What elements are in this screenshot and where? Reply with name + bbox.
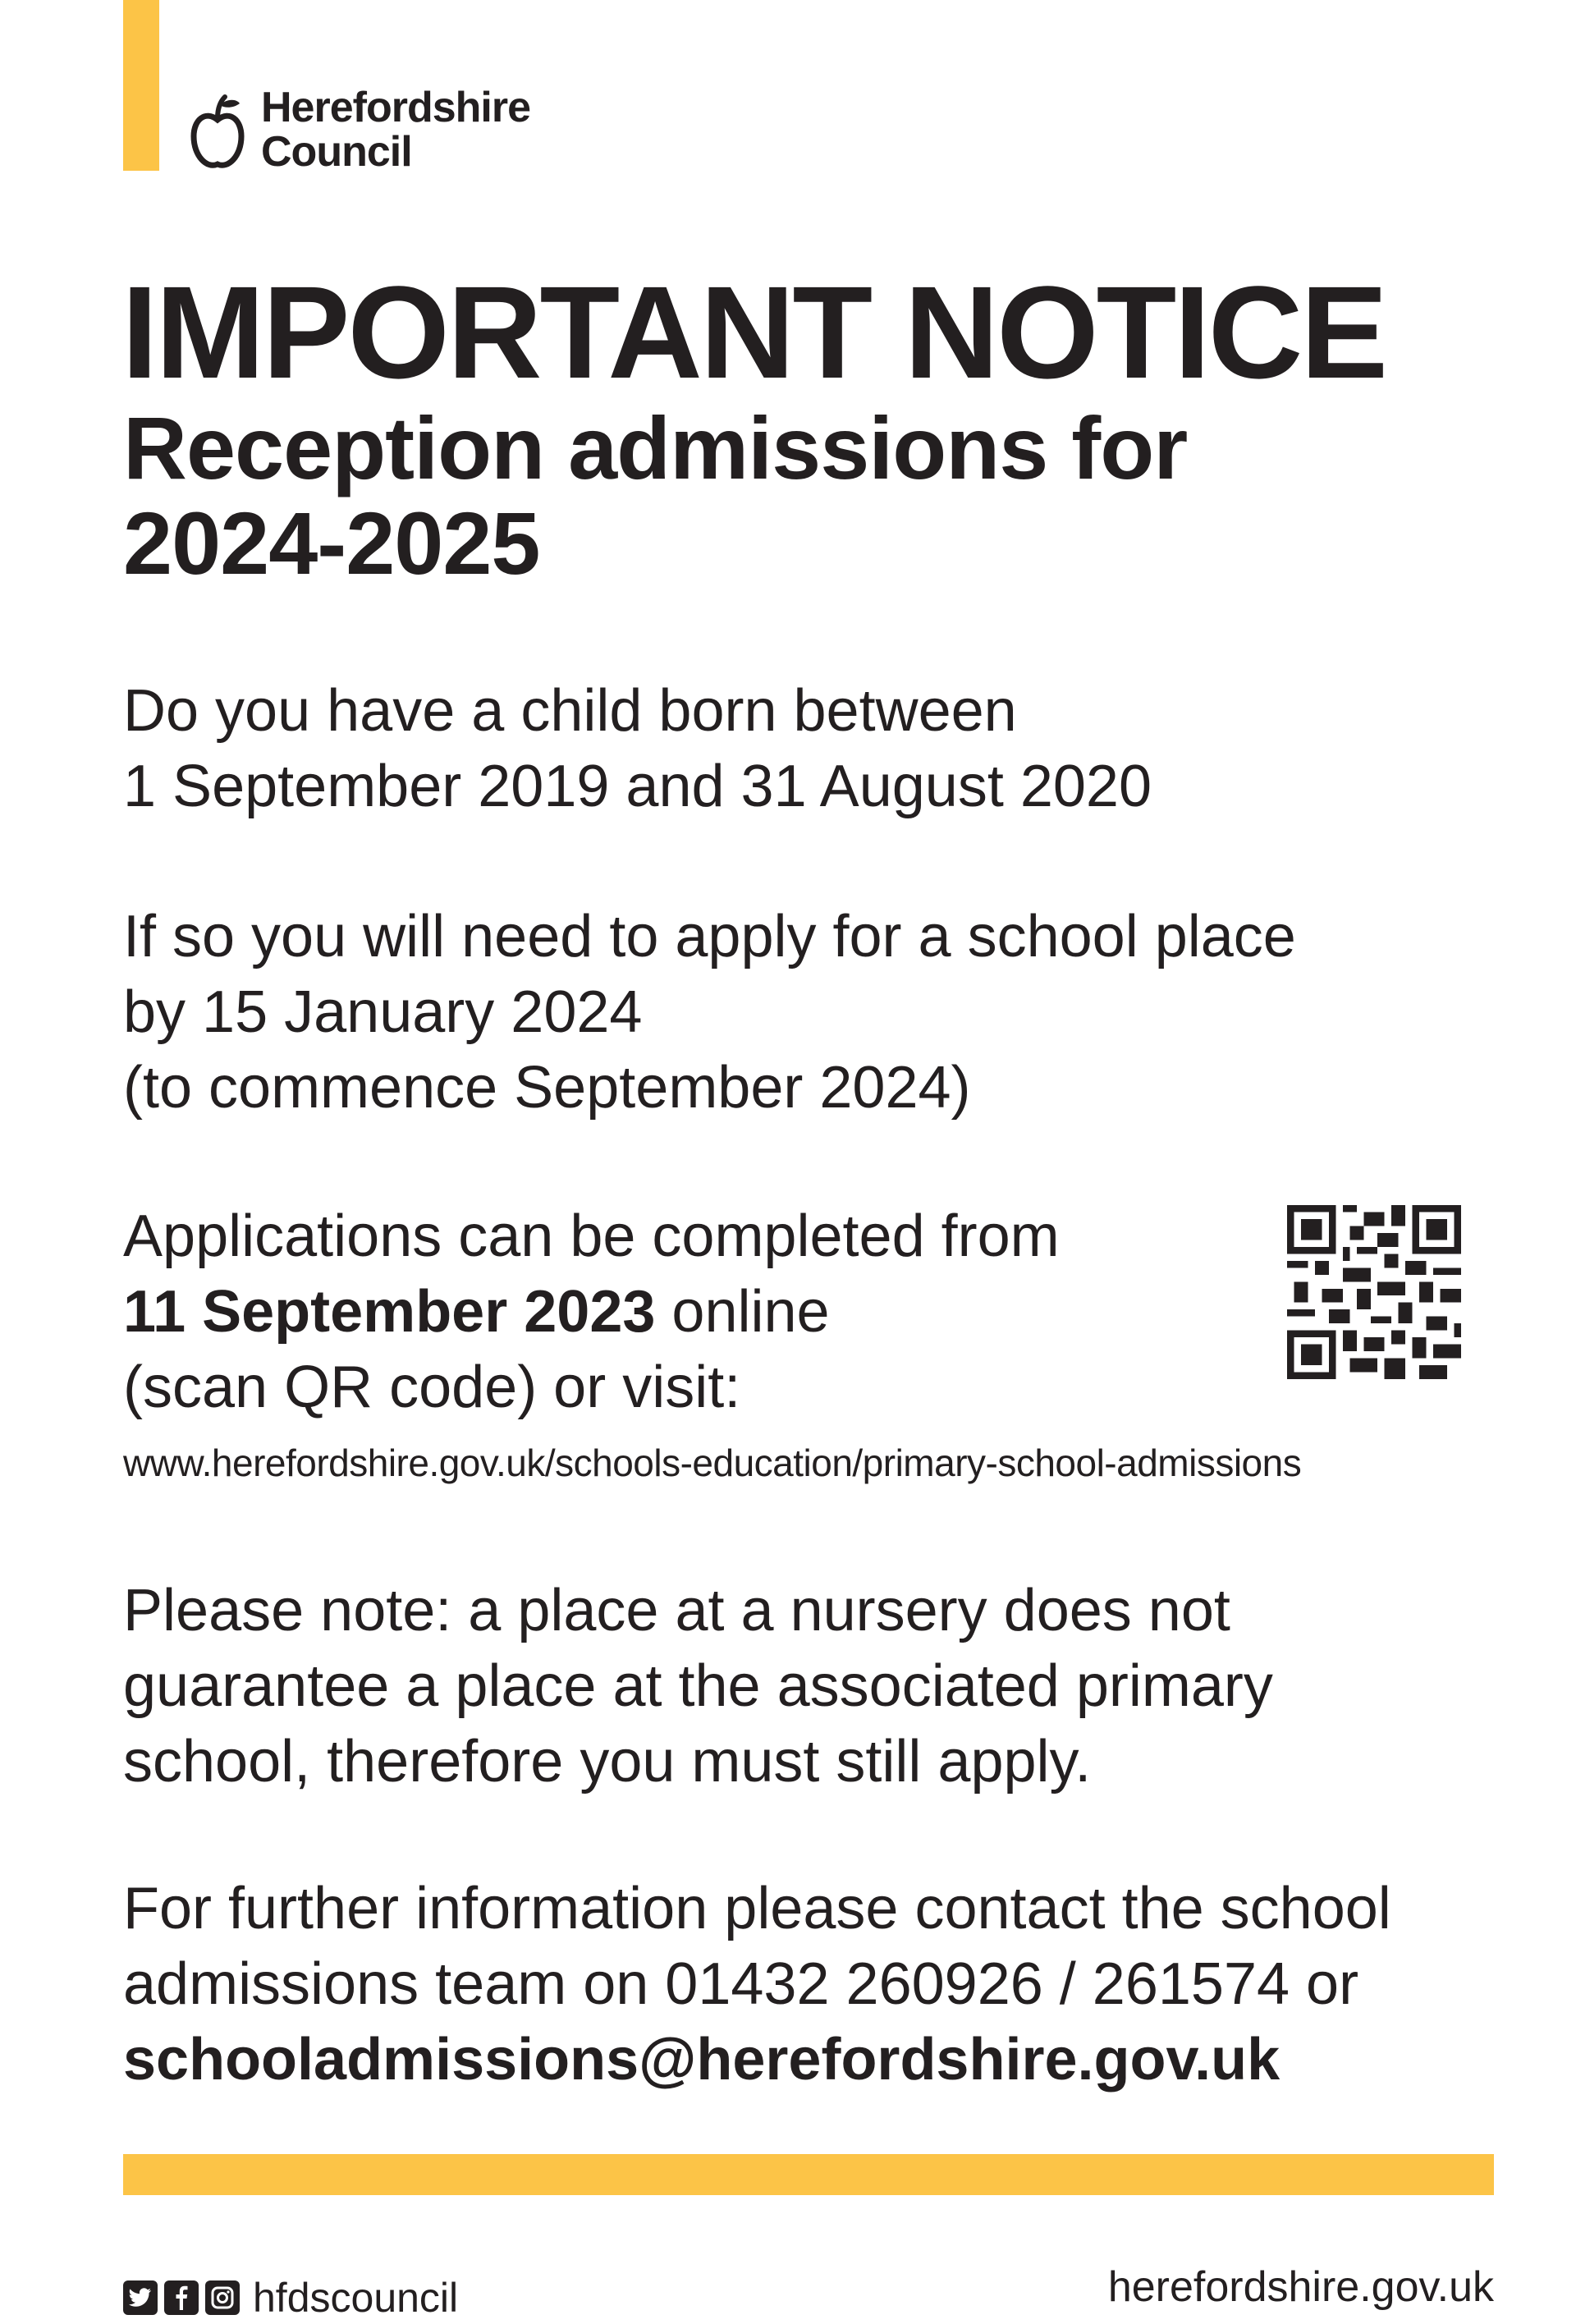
- p2-line1: If so you will need to apply for a school place: [123, 904, 1296, 969]
- social-links: [123, 2274, 458, 2322]
- birth-range-paragraph: [123, 673, 1152, 824]
- twitter-icon[interactable]: [123, 2280, 158, 2315]
- accent-bar-bottom: [123, 2154, 1494, 2195]
- page-subtitle: [123, 398, 1188, 593]
- admissions-url[interactable]: www.herefordshire.gov.uk/schools-education/primary-school-admissions: [123, 1442, 1302, 1484]
- p2-line2: by 15 January 2024: [123, 979, 643, 1045]
- p4-line2: guarantee a place at the associated primary: [123, 1653, 1273, 1719]
- p1-line2: 1 September 2019 and 31 August 2020: [123, 754, 1152, 819]
- instagram-icon[interactable]: [205, 2280, 240, 2315]
- open-date: 11 September 2023: [123, 1279, 656, 1345]
- p4-line1: Please note: a place at a nursery does not: [123, 1578, 1230, 1643]
- deadline-paragraph: [123, 899, 1296, 1125]
- accent-bar-top: [123, 0, 159, 171]
- page-title: IMPORTANT NOTICE: [121, 259, 1386, 406]
- contact-email-text: schooladmissions@herefordshire.gov.uk: [123, 2027, 1280, 2093]
- p5-line1: For further information please contact the school: [123, 1876, 1391, 1941]
- p3-line2-suffix: online: [655, 1279, 830, 1345]
- logo-line2: Council: [261, 127, 412, 176]
- council-name: [261, 85, 530, 174]
- website-link[interactable]: herefordshire.gov.uk: [1107, 2263, 1494, 2311]
- council-logo: [190, 82, 530, 176]
- contact-paragraph: [123, 1871, 1391, 2097]
- p2-line3: (to commence September 2024): [123, 1055, 971, 1121]
- apple-icon: [190, 87, 245, 172]
- p3-line2: [123, 1274, 1060, 1350]
- p3-line3: (scan QR code) or visit:: [123, 1355, 741, 1420]
- contact-email[interactable]: [123, 2022, 1391, 2097]
- facebook-icon[interactable]: [164, 2280, 199, 2315]
- subtitle-line2: 2024-2025: [123, 493, 540, 593]
- p4-line3: school, therefore you must still apply.: [123, 1729, 1092, 1795]
- subtitle-line1: Reception admissions for: [123, 398, 1188, 497]
- applications-paragraph: [123, 1199, 1060, 1425]
- qr-code-icon[interactable]: [1287, 1205, 1461, 1379]
- social-handle[interactable]: hfdscouncil: [253, 2275, 459, 2321]
- p3-line1: Applications can be completed from: [123, 1203, 1060, 1269]
- p1-line1: Do you have a child born between: [123, 678, 1017, 744]
- p5-line2: admissions team on 01432 260926 / 261574 or: [123, 1951, 1359, 2017]
- nursery-note-paragraph: [123, 1573, 1273, 1799]
- logo-line1: Herefordshire: [261, 83, 530, 131]
